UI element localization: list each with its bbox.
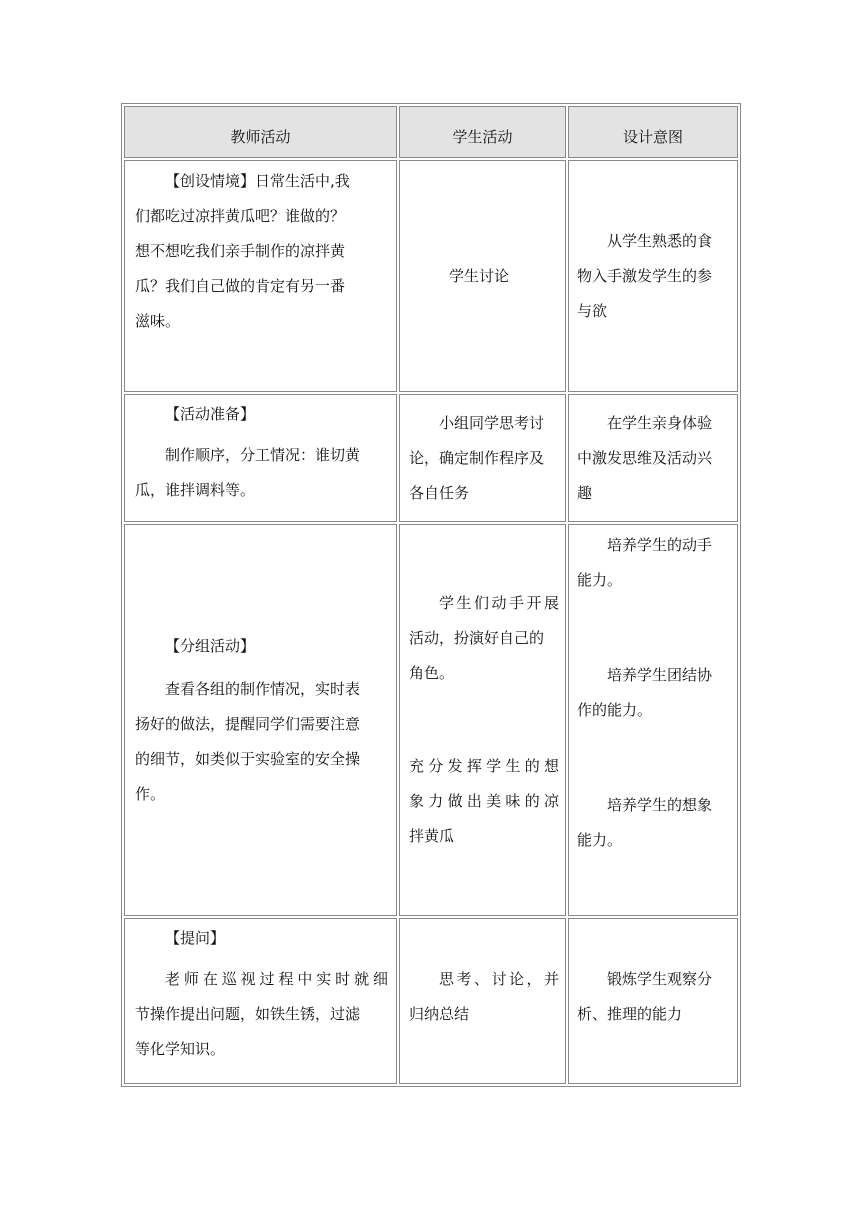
design-cell: 锻炼学生观察分 析、推理的能力	[568, 918, 738, 1084]
student-cell: 小组同学思考讨 论，确定制作程序及 各自任务	[399, 394, 566, 522]
teacher-cell: 【活动准备】 制作顺序，分工情况：谁切黄 瓜，谁拌调料等。	[124, 394, 397, 522]
section-title: 【提问】	[165, 929, 226, 947]
teacher-cell: 【创设情境】日常生活中,我 们都吃过凉拌黄瓜吧？谁做的？ 想不想吃我们亲手制作的凉拌黄 瓜？我们自己做的肯定有另一番 滋味。	[124, 160, 397, 392]
design-cell: 在学生亲身体验 中激发思维及活动兴 趣	[568, 394, 738, 522]
header-student-activity: 学生活动	[399, 106, 566, 158]
section-title: 【活动准备】	[165, 405, 256, 423]
header-teacher-activity: 教师活动	[124, 106, 397, 158]
design-cell: 从学生熟悉的食 物入手激发学生的参 与欲	[568, 160, 738, 392]
header-row	[124, 106, 738, 158]
section-title: 【创设情境】	[165, 172, 256, 190]
student-cell: 学生们动手开展 活动，扮演好自己的 角色。 充分发挥学生的想 象力做出美味的凉 拌黄瓜	[399, 524, 566, 916]
design-cell: 培养学生的动手 能力。 培养学生团结协 作的能力。 培养学生的想象 能力。	[568, 524, 738, 916]
table-row	[124, 524, 738, 916]
student-cell: 思考、讨论，并 归纳总结	[399, 918, 566, 1084]
lesson-plan-table	[121, 103, 741, 1087]
section-title: 【分组活动】	[165, 636, 256, 655]
header-design-intent: 设计意图	[568, 106, 738, 158]
teacher-cell: 【提问】 老师在巡视过程中实时就细 节操作提出问题，如铁生锈，过滤 等化学知识。	[124, 918, 397, 1084]
table-row	[124, 918, 738, 1084]
student-cell: 学生讨论	[399, 160, 566, 392]
teacher-cell: 【分组活动】 查看各组的制作情况，实时表 扬好的做法，提醒同学们需要注意 的细节，如类似于实验室的安全操 作。	[124, 524, 397, 916]
table-row	[124, 160, 738, 392]
table-row	[124, 394, 738, 522]
